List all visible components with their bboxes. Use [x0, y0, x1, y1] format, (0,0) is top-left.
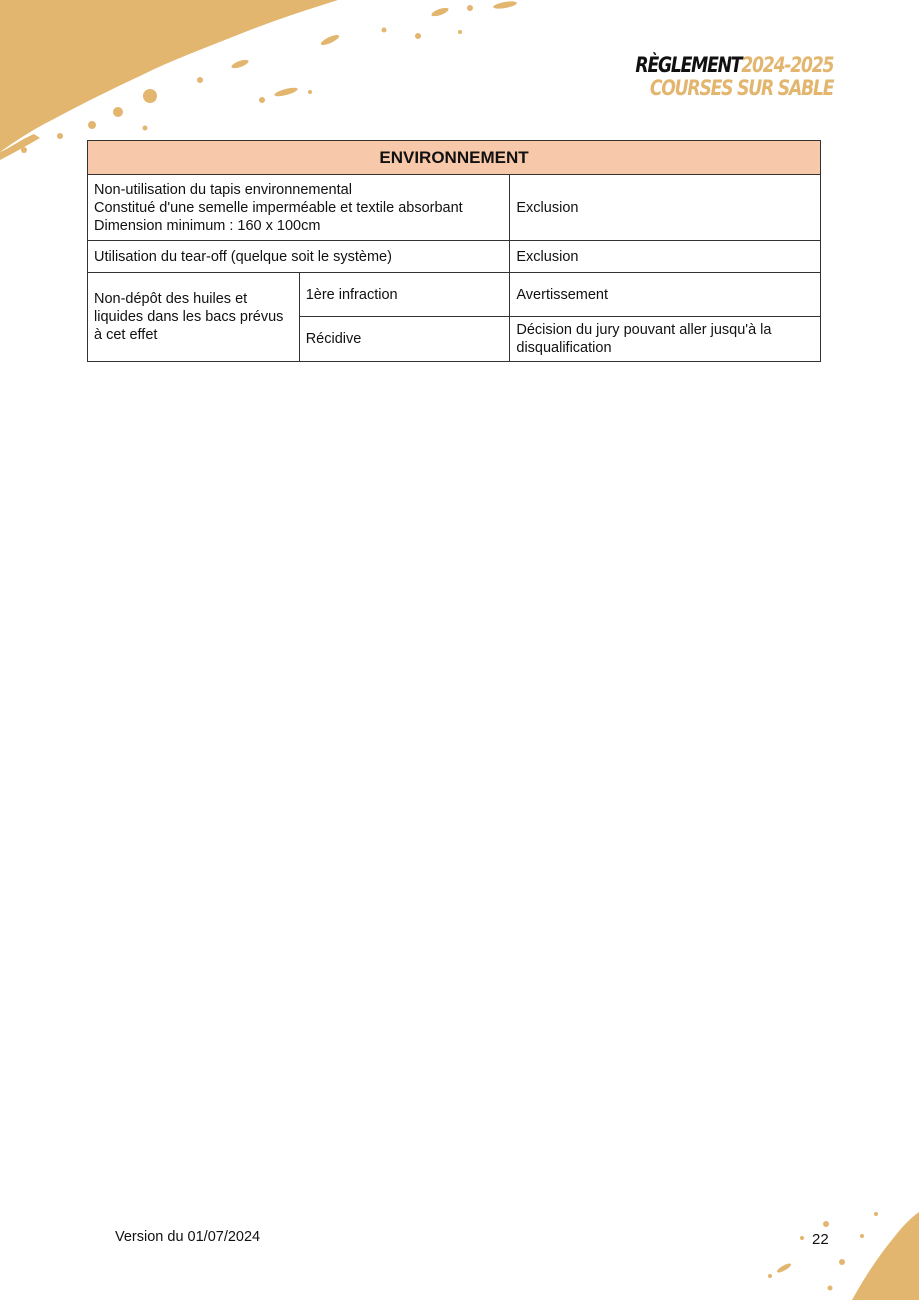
header-subtitle: COURSES SUR SABLE: [649, 76, 833, 100]
header-title-word: RÈGLEMENT: [635, 53, 742, 77]
footer-version: Version du 01/07/2024: [115, 1229, 261, 1245]
page-number: 22: [812, 1231, 829, 1248]
rule-penalty: Décision du jury pouvant aller jusqu'à la disqualification: [510, 317, 821, 362]
rule-line: Constitué d'une semelle imperméable et textile absorbant: [94, 199, 463, 216]
document-header: [635, 54, 833, 100]
rule-description: [88, 175, 510, 241]
rule-penalty: Exclusion: [510, 175, 821, 241]
rule-description: Non-dépôt des huiles et liquides dans les bacs prévus à cet effet: [88, 273, 300, 362]
rule-line: Dimension minimum : 160 x 100cm: [94, 217, 321, 234]
table-header-row: [88, 141, 821, 175]
header-title-years: 2024-2025: [741, 53, 833, 77]
rule-penalty: Avertissement: [510, 273, 821, 317]
table-heading: ENVIRONNEMENT: [88, 141, 821, 175]
rule-description: Utilisation du tear-off (quelque soit le système): [88, 241, 510, 273]
table-row: [88, 273, 821, 317]
rule-case: 1ère infraction: [299, 273, 510, 317]
rule-case: Récidive: [299, 317, 510, 362]
table-row: [88, 241, 821, 273]
rule-penalty: Exclusion: [510, 241, 821, 273]
rule-line: Non-utilisation du tapis environnemental: [94, 181, 352, 198]
environment-rules-table: [87, 140, 821, 362]
table-row: [88, 175, 821, 241]
